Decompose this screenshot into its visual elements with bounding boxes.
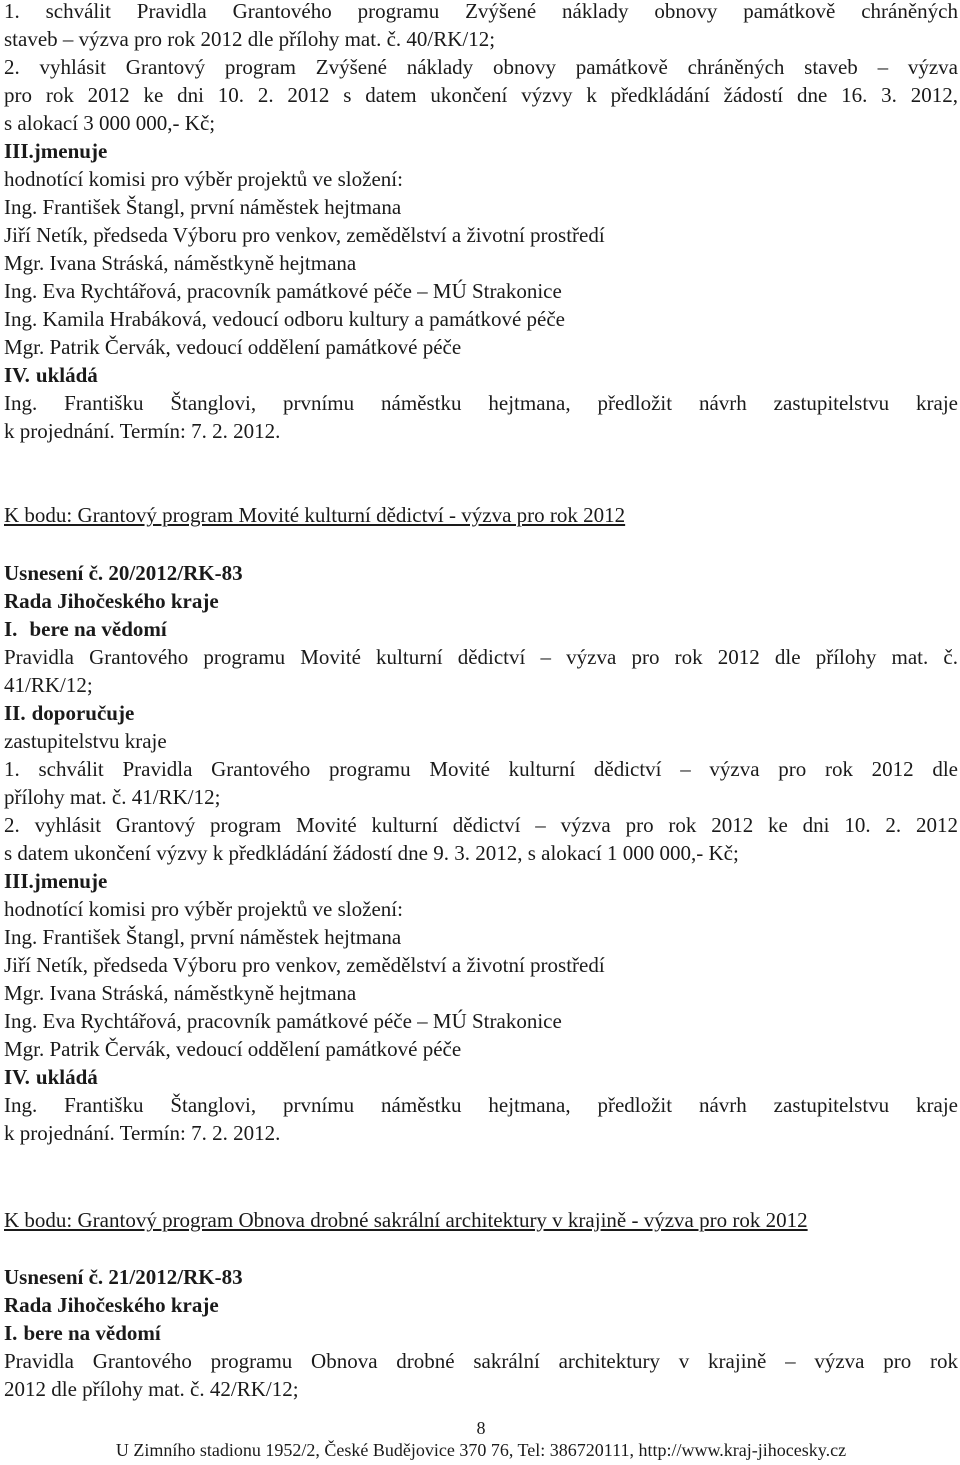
paragraph-line: pro rok 2012 ke dni 10. 2. 2012 s datem ukončení výzvy k předkládání žádostí dne 16. 3. 2012,: [4, 83, 958, 107]
committee-member: Ing. Kamila Hrabáková, vedoucí odboru kultury a památkové péče: [4, 307, 565, 331]
section-heading: [4, 1063, 958, 1091]
resolution-number: Usnesení č. 21/2012/RK-83: [4, 1265, 243, 1289]
committee-member: Ing. František Štangl, první náměstek hejtmana: [4, 925, 402, 949]
section-number: II.: [4, 701, 26, 725]
section-verb: doporučuje: [31, 701, 135, 725]
committee-member: Mgr. Ivana Stráská, náměstkyně hejtmana: [4, 981, 357, 1005]
paragraph-line: s alokací 3 000 000,- Kč;: [4, 111, 216, 135]
section-verb: jmenuje: [33, 139, 108, 163]
section-heading: [4, 867, 958, 895]
committee-member: Ing. František Štangl, první náměstek hejtmana: [4, 195, 402, 219]
committee-member: Jiří Netík, předseda Výboru pro venkov, zemědělství a životní prostředí: [4, 223, 605, 247]
page-number: 8: [476, 1418, 486, 1438]
section-heading: [4, 699, 958, 727]
council-name: Rada Jihočeského kraje: [4, 1293, 219, 1317]
section-number: IV.: [4, 363, 30, 387]
committee-member: Mgr. Patrik Červák, vedoucí oddělení památkové péče: [4, 1037, 462, 1061]
page-footer: U Zimního stadionu 1952/2, České Budějovice 370 76, Tel: 386720111, http://www.kraj-jihocesky.cz: [115, 1440, 847, 1460]
section-number: IV.: [4, 1065, 30, 1089]
section-heading: [4, 615, 958, 643]
paragraph-line: 2012 dle přílohy mat. č. 42/RK/12;: [4, 1377, 299, 1401]
committee-intro: hodnotící komisi pro výběr projektů ve složení:: [4, 897, 403, 921]
committee-intro: hodnotící komisi pro výběr projektů ve složení:: [4, 167, 403, 191]
section-number: III.: [4, 869, 34, 893]
paragraph-line: přílohy mat. č. 41/RK/12;: [4, 785, 221, 809]
paragraph-line: 41/RK/12;: [4, 673, 93, 697]
paragraph-line: staveb – výzva pro rok 2012 dle přílohy mat. č. 40/RK/12;: [4, 27, 496, 51]
section-verb: bere na vědomí: [23, 1321, 161, 1345]
paragraph-line: 1. schválit Pravidla Grantového programu Zvýšené náklady obnovy památkově chráněných: [4, 0, 958, 23]
paragraph-line: zastupitelstvu kraje: [4, 729, 167, 753]
committee-member: Jiří Netík, předseda Výboru pro venkov, zemědělství a životní prostředí: [4, 953, 605, 977]
section-verb: bere na vědomí: [29, 617, 167, 641]
section-number: III.: [4, 139, 34, 163]
section-heading: [4, 1319, 958, 1347]
paragraph-line: k projednání. Termín: 7. 2. 2012.: [4, 1121, 281, 1145]
section-heading: [4, 137, 958, 165]
section-heading: [4, 361, 958, 389]
paragraph-line: k projednání. Termín: 7. 2. 2012.: [4, 419, 281, 443]
committee-member: Ing. Eva Rychtářová, pracovník památkové péče – MÚ Strakonice: [4, 279, 562, 303]
committee-member: Mgr. Ivana Stráská, náměstkyně hejtmana: [4, 251, 357, 275]
resolution-number: Usnesení č. 20/2012/RK-83: [4, 561, 243, 585]
agenda-heading: K bodu: Grantový program Movité kulturní dědictví - výzva pro rok 2012: [4, 503, 626, 527]
paragraph-line: Pravidla Grantového programu Movité kulturní dědictví – výzva pro rok 2012 dle přílohy mat. č.: [4, 645, 958, 669]
paragraph-line: Ing. Františku Štanglovi, prvnímu náměstku hejtmana, předložit návrh zastupitelstvu kraje: [4, 1093, 958, 1117]
section-verb: ukládá: [35, 1065, 98, 1089]
committee-member: Ing. Eva Rychtářová, pracovník památkové péče – MÚ Strakonice: [4, 1009, 562, 1033]
paragraph-line: 2. vyhlásit Grantový program Movité kulturní dědictví – výzva pro rok 2012 ke dni 10. 2. 2012: [4, 813, 958, 837]
paragraph-line: Pravidla Grantového programu Obnova drobné sakrální architektury v krajině – výzva pro rok: [4, 1349, 958, 1373]
section-number: I.: [4, 1321, 18, 1345]
paragraph-line: 2. vyhlásit Grantový program Zvýšené náklady obnovy památkově chráněných staveb – výzva: [4, 55, 958, 79]
section-number: I.: [4, 617, 18, 641]
section-verb: ukládá: [35, 363, 98, 387]
section-verb: jmenuje: [33, 869, 108, 893]
council-name: Rada Jihočeského kraje: [4, 589, 219, 613]
paragraph-line: s datem ukončení výzvy k předkládání žádostí dne 9. 3. 2012, s alokací 1 000 000,- Kč;: [4, 841, 739, 865]
committee-member: Mgr. Patrik Červák, vedoucí oddělení památkové péče: [4, 335, 462, 359]
agenda-heading: K bodu: Grantový program Obnova drobné sakrální architektury v krajině - výzva pro rok 2012: [4, 1208, 808, 1232]
paragraph-line: 1. schválit Pravidla Grantového programu Movité kulturní dědictví – výzva pro rok 2012 dle: [4, 757, 958, 781]
paragraph-line: Ing. Františku Štanglovi, prvnímu náměstku hejtmana, předložit návrh zastupitelstvu kraje: [4, 391, 958, 415]
